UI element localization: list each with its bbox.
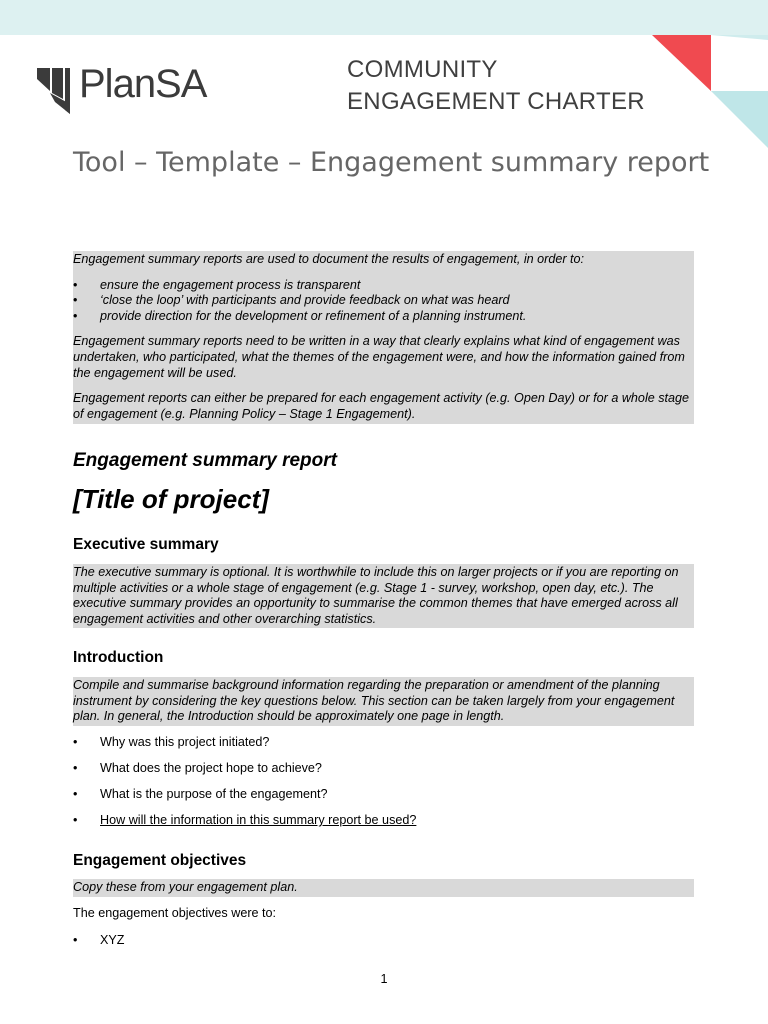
teal-triangle-small <box>711 35 768 40</box>
report-heading: Engagement summary report <box>73 450 337 471</box>
introduction-questions <box>73 734 416 838</box>
objectives-list <box>73 932 125 958</box>
introduction-note-text: Compile and summarise background information regarding the preparation or amendment of the planning instrument by considering the key questions below. This section can be taken largely from your engagement plan. In general, the Introduction should be approximately one page in length. <box>73 678 675 724</box>
engagement-objectives-heading: Engagement objectives <box>73 852 247 869</box>
executive-summary-note-text: The executive summary is optional. It is worthwhile to include this on larger projects or if you are reporting on multiple activities or a whole stage of engagement (e.g. Stage 1 - survey, workshop, open day, etc.). The executive summary provides an opportunity to summarise the common themes that have emerged across all engagement activities and other overarching statistics. <box>73 565 679 626</box>
plansa-logo-text: PlanSA <box>79 62 207 106</box>
plansa-logo <box>37 64 206 114</box>
executive-summary-note <box>73 564 694 628</box>
list-item: • What does the project hope to achieve? <box>73 760 416 786</box>
plansa-logo-icon <box>37 64 71 114</box>
charter-line-1: COMMUNITY <box>347 56 498 83</box>
document-title: Tool – Template – Engagement summary report <box>73 147 710 178</box>
list-item: • provide direction for the development or refinement of a planning instrument. <box>73 309 694 325</box>
charter-line-2: ENGAGEMENT CHARTER <box>347 88 645 115</box>
red-triangle <box>652 35 711 91</box>
objectives-lead: The engagement objectives were to: <box>73 906 277 920</box>
introduction-heading: Introduction <box>73 649 164 666</box>
list-item: • ‘close the loop’ with participants and provide feedback on what was heard <box>73 293 694 309</box>
intro-note-paragraph: Engagement summary reports need to be written in a way that clearly explains what kind of engagement was undertaken, who participated, what the themes of the engagement were, and how the information gained from the engagement will be used. <box>73 334 685 380</box>
project-title: [Title of project] <box>73 484 269 514</box>
objectives-note-text: Copy these from your engagement plan. <box>73 880 298 894</box>
intro-note-bullets <box>73 278 694 325</box>
teal-triangle <box>711 91 768 148</box>
charter-heading <box>347 54 645 118</box>
intro-note-paragraph: Engagement reports can either be prepared for each engagement activity (e.g. Open Day) or for a whole stage of engagement (e.g. Planning Policy – Stage 1 Engagement). <box>73 391 690 421</box>
list-item: • What is the purpose of the engagement? <box>73 786 416 812</box>
executive-summary-heading: Executive summary <box>73 536 219 553</box>
list-item: • XYZ <box>73 932 125 958</box>
list-item: • Why was this project initiated? <box>73 734 416 760</box>
intro-note-box <box>73 251 694 424</box>
objectives-note <box>73 879 694 897</box>
introduction-note <box>73 677 694 726</box>
intro-note-lead: Engagement summary reports are used to document the results of engagement, in order to: <box>73 252 585 266</box>
list-item: • ensure the engagement process is transparent <box>73 278 694 294</box>
list-item <box>73 812 416 838</box>
page-number: 1 <box>380 972 388 986</box>
underlined-question: How will the information in this summary report be used? <box>100 813 417 827</box>
